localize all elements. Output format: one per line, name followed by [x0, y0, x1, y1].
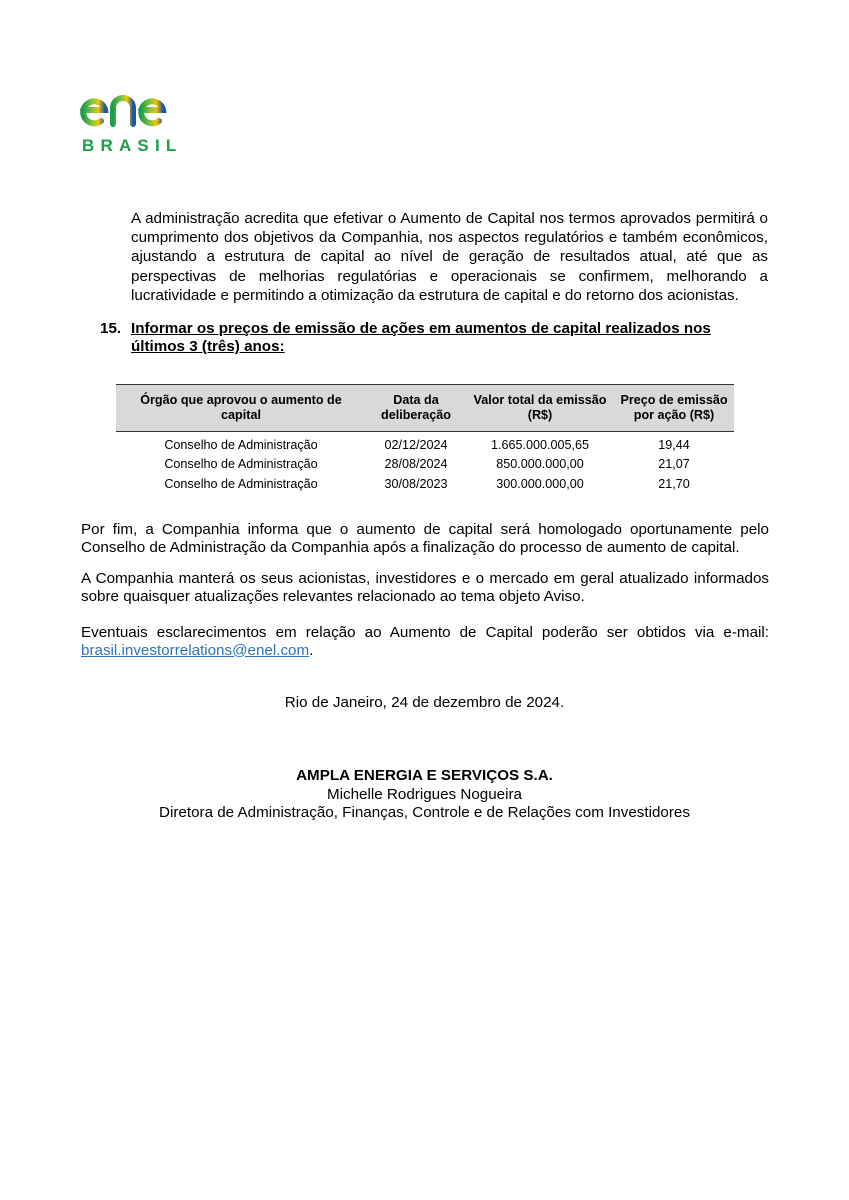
intro-paragraph: A administração acredita que efetivar o Aumento de Capital nos termos aprovados permitirá o cumprimento dos objetivos da Companhia, nos aspectos regulatórios e também econômicos, ajustando a estrutura de capital ao nível de geração de resultados atual, até que as perspectivas de melhorias regulatórias e operacionais se confirmem, melhorando a lucratividade e permitindo a otimização da estrutura de capital e do retorno dos acionistas.: [131, 210, 768, 304]
table-row: [116, 455, 734, 475]
email-link[interactable]: brasil.investorrelations@enel.com: [81, 641, 310, 659]
contact-text: Eventuais esclarecimentos em relação ao Aumento de Capital poderão ser obtidos via e-mail:: [81, 624, 769, 641]
col-header-date: Data da deliberação: [366, 385, 466, 432]
cell-price: 21,07: [658, 457, 690, 472]
cell-date: 30/08/2023: [384, 476, 448, 491]
cell-organ: Conselho de Administração: [164, 457, 318, 472]
signature-name: Michelle Rodrigues Nogueira: [326, 786, 522, 803]
contact-end: .: [309, 641, 314, 659]
cell-date: 28/08/2024: [384, 457, 448, 472]
capital-increase-table: [116, 384, 734, 494]
closing-paragraph-1: Por fim, a Companhia informa que o aumento de capital será homologado oportunamente pelo Conselho de Administração da Companhia após a finalização do processo de aumento de capital.: [81, 521, 769, 556]
cell-organ: Conselho de Administração: [164, 476, 318, 491]
closing-paragraph-2: A Companhia manterá os seus acionistas, investidores e o mercado em geral atualizado informados sobre quaisquer atualizações relevantes relacionado ao tema objeto Aviso.: [81, 570, 769, 605]
col-header-total: Valor total da emissão (R$): [466, 385, 614, 432]
enel-logo-mark: [79, 88, 209, 156]
col-header-price: Preço de emissão por ação (R$): [614, 385, 734, 432]
cell-price: 19,44: [658, 437, 690, 452]
col-header-organ: Órgão que aprovou o aumento de capital: [116, 385, 366, 432]
logo-subtitle: BRASIL: [82, 136, 183, 155]
table-row: [116, 432, 734, 455]
cell-organ: Conselho de Administração: [164, 437, 318, 452]
enel-brasil-logo: [79, 88, 209, 156]
section-title: Informar os preços de emissão de ações em aumentos de capital realizados nos últimos 3 (três) anos:: [131, 320, 711, 355]
place-date: Rio de Janeiro, 24 de dezembro de 2024.: [284, 694, 565, 711]
cell-total: 1.665.000.005,65: [490, 437, 590, 452]
closing-paragraph-3: [81, 624, 769, 659]
signature-company: AMPLA ENERGIA E SERVIÇOS S.A.: [296, 767, 553, 784]
cell-date: 02/12/2024: [384, 437, 448, 452]
table-row: [116, 474, 734, 494]
table-header-row: [116, 385, 734, 432]
signature-role: Diretora de Administração, Finanças, Controle e de Relações com Investidores: [159, 804, 690, 821]
section-number: 15.: [100, 320, 122, 337]
cell-total: 850.000.000,00: [496, 457, 584, 472]
cell-total: 300.000.000,00: [496, 476, 584, 491]
cell-price: 21,70: [658, 476, 690, 491]
